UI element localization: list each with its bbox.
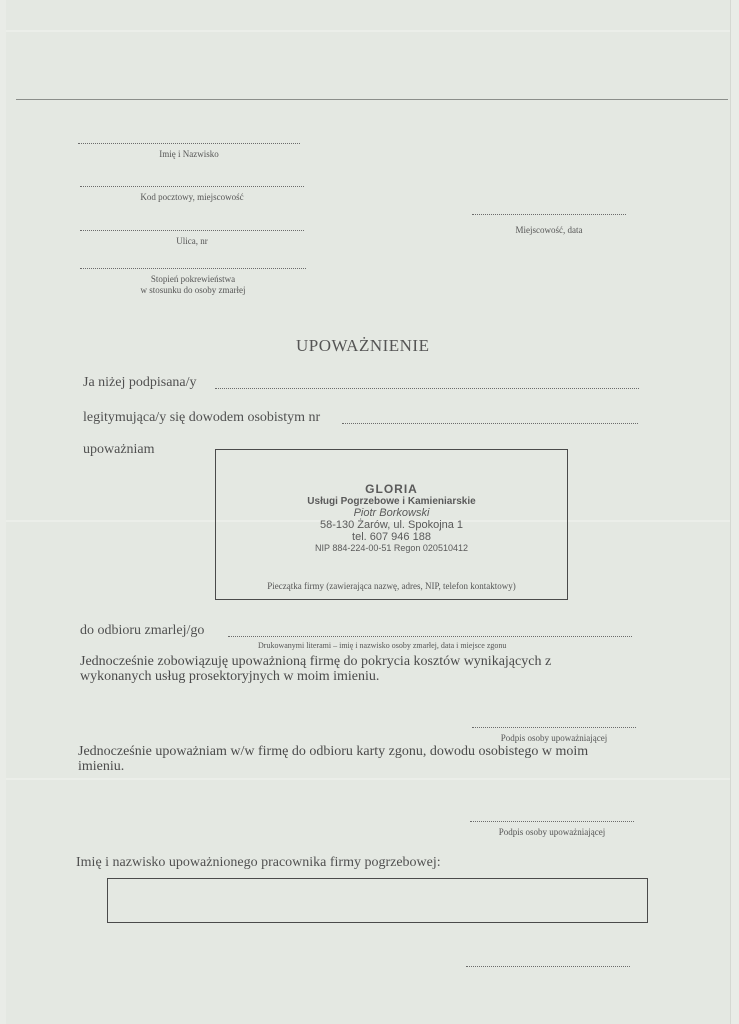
name-field-label: Imię i Nazwisko — [159, 149, 219, 159]
id-label: legitymująca/y się dowodem osobistym nr — [83, 410, 321, 425]
company-stamp-box — [215, 449, 568, 600]
stamp-owner: Piotr Borkowski — [353, 507, 430, 519]
postal-input-line[interactable] — [80, 186, 304, 187]
stamp-caption: Pieczątka firmy (zawierająca nazwę, adres, NIP, telefon kontaktowy) — [267, 581, 516, 591]
document-title: UPOWAŻNIENIE — [296, 336, 430, 355]
stamp-services: Usługi Pogrzebowe i Kamieniarskie — [307, 496, 476, 507]
stamp-phone: tel. 607 946 188 — [352, 531, 431, 543]
collect-label: do odbioru zmarlej/go — [80, 623, 205, 638]
signature-line-1[interactable] — [472, 727, 636, 728]
bottom-signature-line[interactable] — [466, 966, 630, 967]
company-stamp — [216, 482, 567, 553]
authorize-label: upoważniam — [83, 442, 155, 457]
obligation-paragraph: Jednocześnie zobowiązuję upoważnioną firmę do pokrycia kosztów wynikających z wykonanych usług prosektoryjnych w moim imieniu. — [80, 654, 552, 684]
collect-hint: Drukowanymi literami – imię i nazwisko osoby zmarłej, data i miejsce zgonu — [258, 641, 507, 650]
stamp-company-name: GLORIA — [365, 482, 418, 496]
employee-label: Imię i nazwisko upoważnionego pracownika firmy pogrzebowej: — [76, 855, 441, 870]
relation-field-label-2: w stosunku do osoby zmarłej — [140, 285, 246, 295]
street-input-line[interactable] — [80, 230, 304, 231]
relation-input-line[interactable] — [80, 268, 306, 269]
name-input-line[interactable] — [78, 143, 300, 144]
signed-input-line[interactable] — [215, 388, 639, 389]
scan-artifact — [6, 30, 730, 32]
scan-artifact — [6, 778, 730, 780]
document-page — [6, 0, 731, 1024]
place-date-field-label: Miejscowość, data — [515, 225, 583, 235]
signed-label: Ja niżej podpisana/y — [83, 375, 197, 390]
collect-input-line[interactable] — [228, 636, 632, 637]
stamp-ids: NIP 884-224-00-51 Regon 020510412 — [315, 543, 468, 553]
top-divider — [16, 99, 728, 100]
postal-field-label: Kod pocztowy, miejscowość — [140, 192, 244, 202]
signature-line-2[interactable] — [470, 821, 634, 822]
street-field-label: Ulica, nr — [176, 236, 208, 246]
id-input-line[interactable] — [342, 423, 638, 424]
signature-label-2: Podpis osoby upoważniającej — [498, 827, 606, 837]
stamp-address: 58-130 Żarów, ul. Spokojna 1 — [319, 519, 464, 531]
relation-field-label-1: Stopień pokrewieństwa — [150, 274, 236, 284]
employee-name-box[interactable] — [107, 878, 648, 923]
signature-label-1: Podpis osoby upoważniającej — [500, 733, 608, 743]
authorize-paragraph: Jednocześnie upoważniam w/w firmę do odbioru karty zgonu, dowodu osobistego w moim imieniu. — [78, 744, 589, 774]
place-date-input-line[interactable] — [472, 214, 626, 215]
